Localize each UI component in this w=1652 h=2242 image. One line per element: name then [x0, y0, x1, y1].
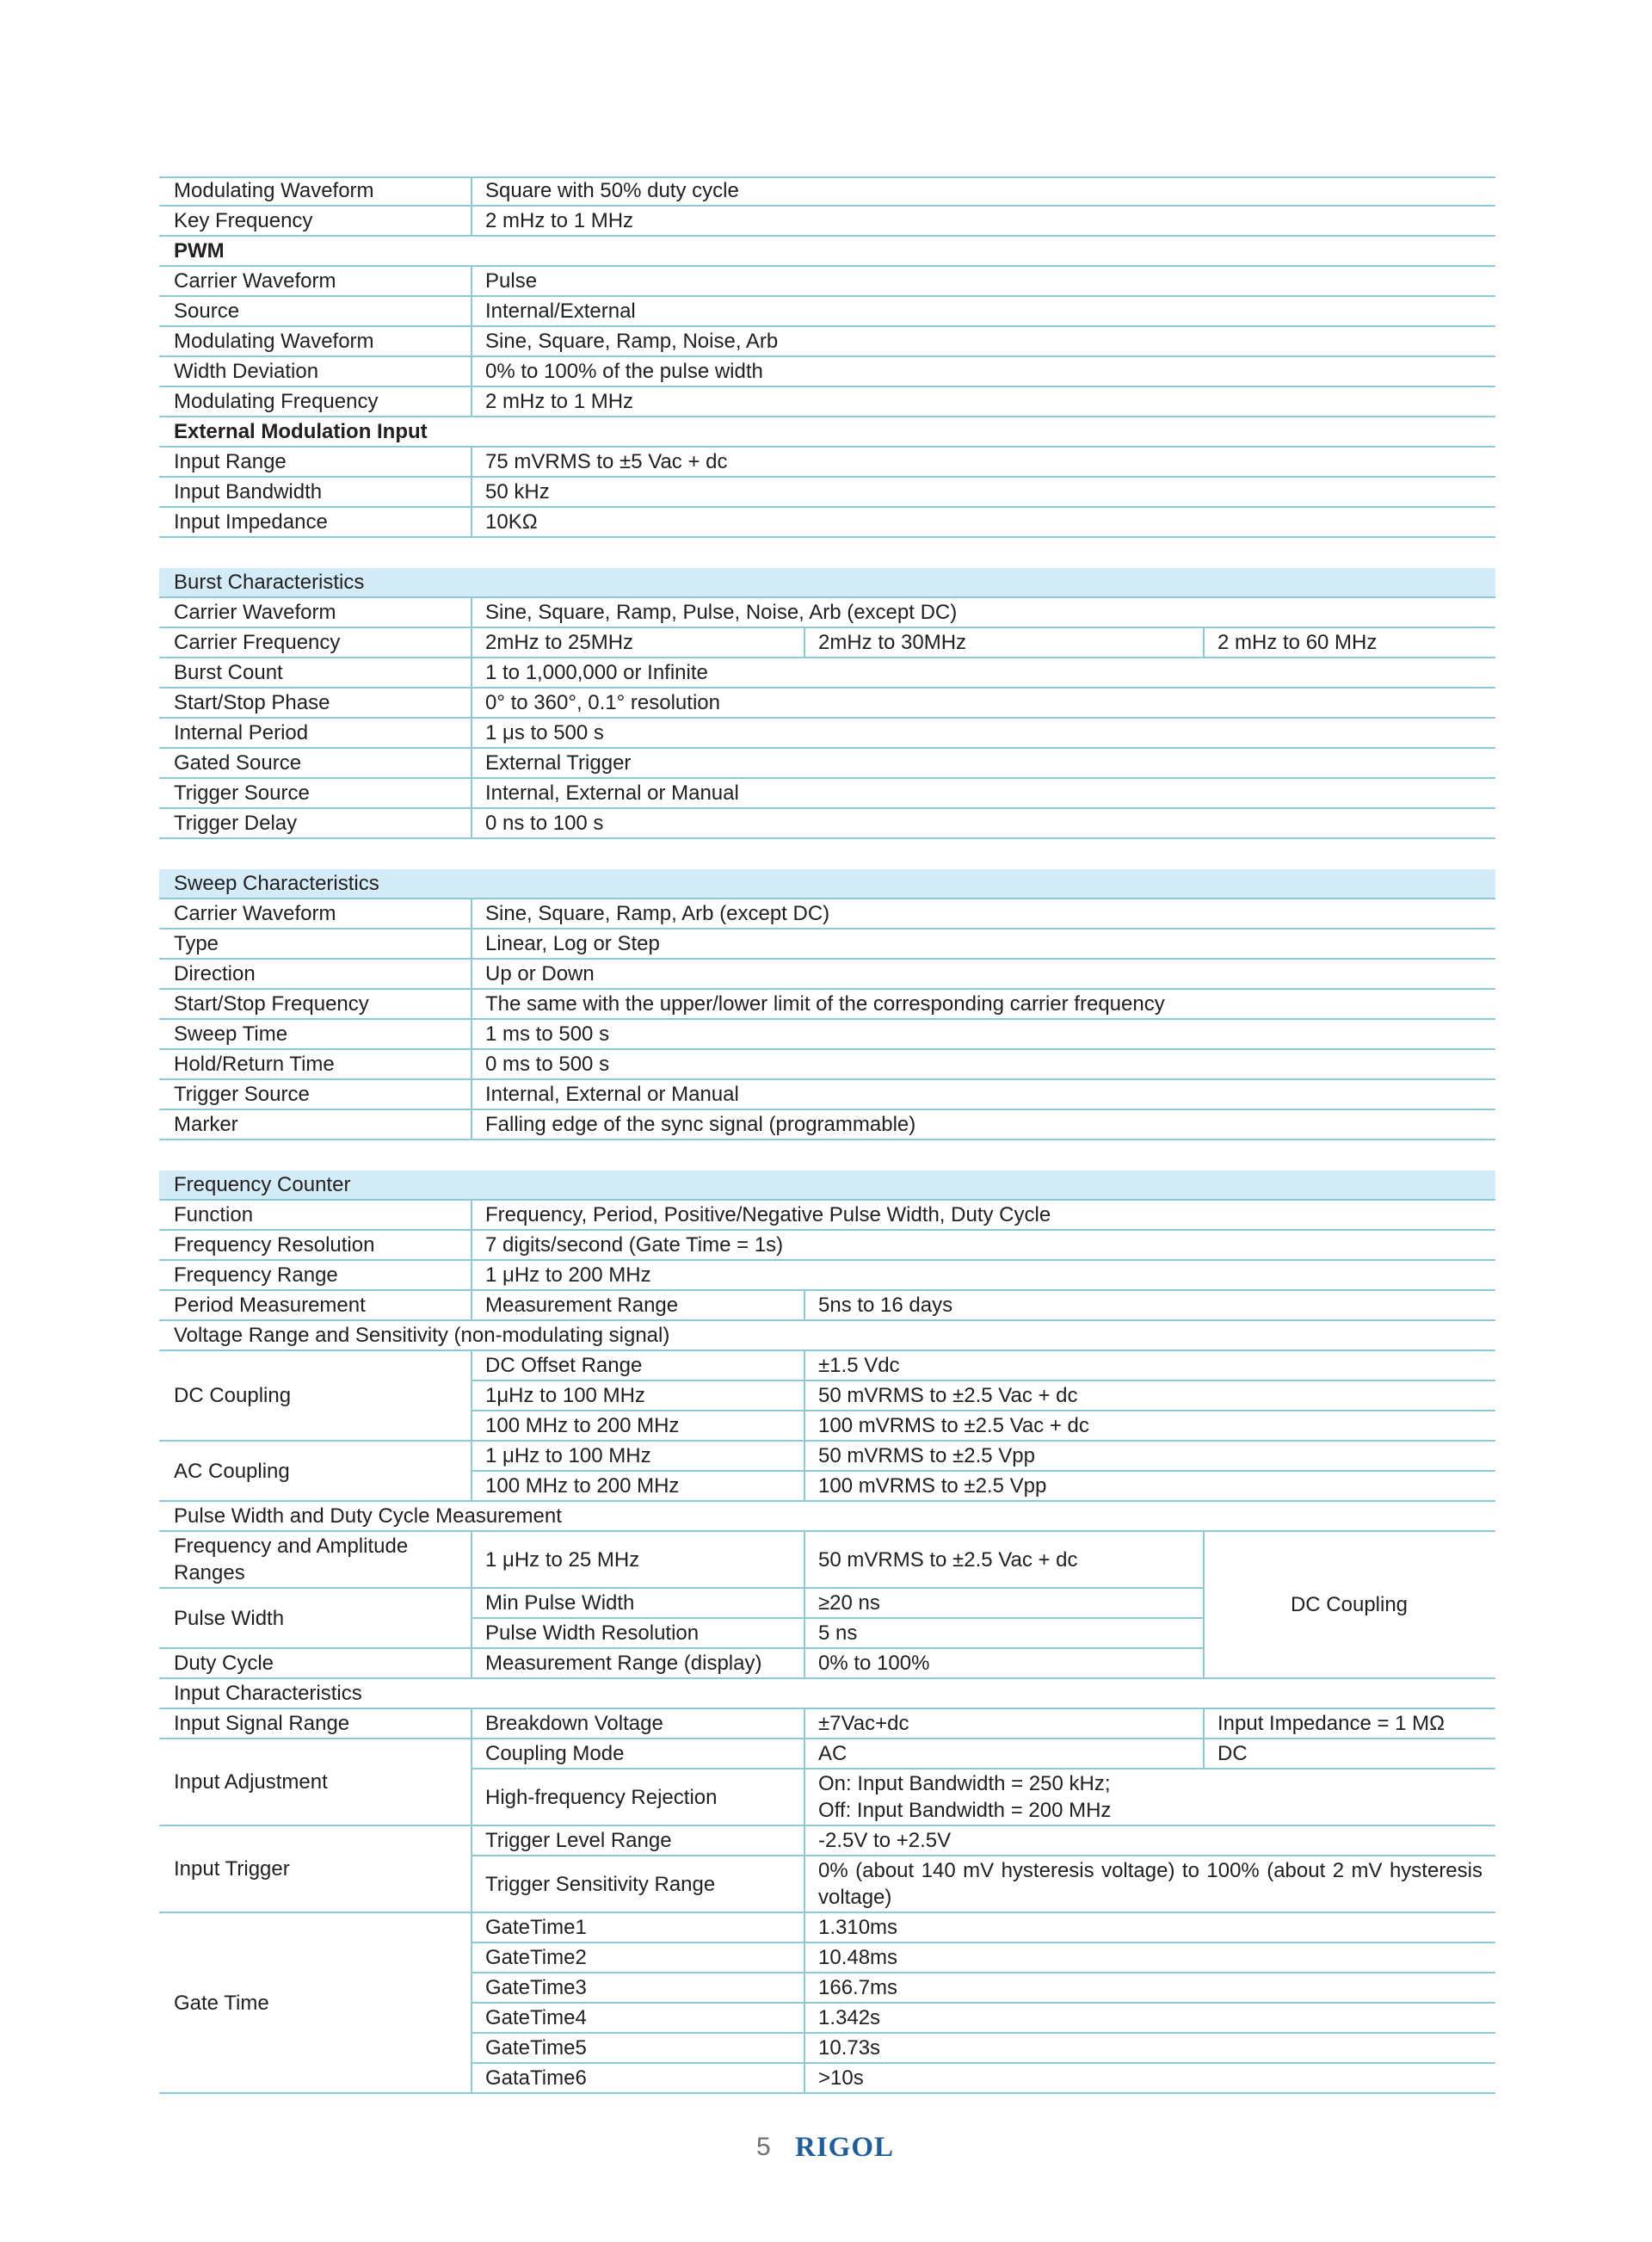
- spec-value: 10KΩ: [485, 510, 538, 534]
- spec-value: 0 ms to 500 s: [485, 1053, 610, 1076]
- dc-coupling-label: DC Coupling: [159, 1351, 471, 1440]
- column-divider: [471, 749, 472, 779]
- column-divider: [804, 1619, 805, 1649]
- column-divider: [471, 960, 472, 990]
- freq-amp-label: Frequency and Amplitude Ranges: [159, 1532, 471, 1587]
- column-divider: [471, 1201, 472, 1231]
- spec-row: [159, 1050, 1495, 1080]
- spec-row: [159, 176, 1495, 207]
- spec-label: Width Deviation: [174, 360, 319, 383]
- column-divider: [804, 2034, 805, 2064]
- spec-value: 10.48ms: [818, 1946, 898, 1969]
- hf-line-on: On: Input Bandwidth = 250 kHz;: [818, 1772, 1111, 1795]
- burst-heading: [159, 568, 1495, 598]
- spec-label: Modulating Frequency: [174, 390, 379, 413]
- column-divider: [471, 207, 472, 237]
- input-heading: [159, 1679, 1495, 1709]
- spec-row: [159, 207, 1495, 237]
- spec-row: [159, 327, 1495, 357]
- spec-label: Burst Count: [174, 661, 283, 684]
- section-heading: External Modulation Input: [174, 420, 428, 443]
- spec-value: 50 mVRMS to ±2.5 Vpp: [818, 1444, 1035, 1467]
- column-divider: [471, 658, 472, 689]
- column-divider: [471, 1351, 472, 1442]
- column-divider: [804, 628, 805, 658]
- column-divider: [471, 598, 472, 628]
- column-divider: [471, 1442, 472, 1502]
- spec-value: 0% to 100% of the pulse width: [485, 360, 763, 383]
- spec-value: 2 mHz to 1 MHz: [485, 209, 634, 232]
- hf-line-off: Off: Input Bandwidth = 200 MHz: [818, 1799, 1112, 1822]
- spec-label: Sweep Time: [174, 1022, 288, 1046]
- spec-value: ±1.5 Vdc: [818, 1354, 900, 1377]
- spec-sub-label: GateTime4: [485, 2006, 587, 2029]
- spec-label: Trigger Delay: [174, 812, 298, 835]
- page-number: 5: [756, 2133, 771, 2161]
- column-divider: [471, 327, 472, 357]
- spec-extra-value: Input Impedance = 1 MΩ: [1217, 1712, 1446, 1735]
- column-divider: [471, 1110, 472, 1140]
- spec-row: [159, 960, 1495, 990]
- spec-label: Input Range: [174, 450, 287, 473]
- spec-label: Trigger Source: [174, 1083, 310, 1106]
- column-divider: [804, 1943, 805, 1973]
- column-divider: [471, 1826, 472, 1913]
- column-divider: [804, 1973, 805, 2004]
- spec-label: Trigger Source: [174, 781, 310, 805]
- spec-value: 7 digits/second (Gate Time = 1s): [485, 1233, 784, 1257]
- voltage-heading: [159, 1321, 1495, 1351]
- column-divider: [804, 1770, 805, 1826]
- column-divider: [471, 1532, 472, 1589]
- spec-value: ≥20 ns: [818, 1591, 880, 1615]
- spec-row: [159, 1201, 1495, 1231]
- spec-value: 100 mVRMS to ±2.5 Vpp: [818, 1474, 1047, 1498]
- carrier-frequency-row: [159, 628, 1495, 658]
- spec-sub-label: DC Offset Range: [485, 1354, 643, 1377]
- column-divider: [804, 1589, 805, 1619]
- column-divider: [804, 1649, 805, 1679]
- spec-value: 1 to 1,000,000 or Infinite: [485, 661, 708, 684]
- spec-row: [159, 297, 1495, 327]
- section-heading: Pulse Width and Duty Cycle Measurement: [174, 1504, 562, 1528]
- column-divider: [804, 1856, 805, 1913]
- spec-value: Sine, Square, Ramp, Arb (except DC): [485, 902, 830, 925]
- spec-value: ±7Vac+dc: [818, 1712, 909, 1735]
- spec-value: 2mHz to 30MHz: [818, 631, 967, 654]
- input-signal-label: Input Signal Range: [159, 1709, 471, 1738]
- spec-row: [159, 1080, 1495, 1110]
- spec-sub-label: Measurement Range (display): [485, 1652, 762, 1675]
- spec-sub-label: Trigger Level Range: [485, 1829, 672, 1852]
- spec-label: Marker: [174, 1113, 238, 1136]
- duty-cycle-label: Duty Cycle: [159, 1649, 471, 1677]
- column-divider: [471, 297, 472, 327]
- column-divider: [471, 1050, 472, 1080]
- spec-row: [159, 357, 1495, 387]
- column-divider: [1203, 1709, 1205, 1739]
- spec-sub-label: High-frequency Rejection: [485, 1785, 718, 1809]
- spec-label: Type: [174, 932, 219, 955]
- column-divider: [471, 930, 472, 960]
- spec-row: [159, 899, 1495, 930]
- spec-label: Frequency Range: [174, 1263, 338, 1287]
- spec-label: Period Measurement: [174, 1294, 366, 1317]
- spec-label: Key Frequency: [174, 209, 313, 232]
- section-heading: Voltage Range and Sensitivity (non-modulating signal): [174, 1324, 670, 1347]
- spec-row: [159, 779, 1495, 809]
- column-divider: [471, 1739, 472, 1826]
- ac-coupling-label: AC Coupling: [159, 1442, 471, 1500]
- spec-value: 1.342s: [818, 2006, 881, 2029]
- spec-sub-label: GataTime6: [485, 2066, 587, 2090]
- spec-sub-label: Min Pulse Width: [485, 1591, 635, 1615]
- column-divider: [804, 1472, 805, 1502]
- spec-value: 0° to 360°, 0.1° resolution: [485, 691, 720, 714]
- spec-value: 2 mHz to 60 MHz: [1217, 631, 1378, 654]
- spec-row: [159, 719, 1495, 749]
- spec-row: [159, 1231, 1495, 1261]
- spec-label: Input Impedance: [174, 510, 328, 534]
- spec-label: Start/Stop Frequency: [174, 992, 369, 1016]
- brand-logo: RIGOL: [795, 2132, 895, 2163]
- spec-label: Direction: [174, 962, 256, 985]
- spec-value: 0 ns to 100 s: [485, 812, 604, 835]
- spec-row: [159, 658, 1495, 689]
- spec-row: [159, 1110, 1495, 1140]
- spec-label: Source: [174, 300, 240, 323]
- spec-row: [159, 689, 1495, 719]
- column-divider: [471, 1231, 472, 1261]
- column-divider: [471, 990, 472, 1020]
- column-divider: [471, 1589, 472, 1649]
- section-heading: Burst Characteristics: [174, 571, 365, 594]
- spec-value: -2.5V to +2.5V: [818, 1829, 952, 1852]
- spec-sub-label: 100 MHz to 200 MHz: [485, 1474, 680, 1498]
- spec-value: 2mHz to 25MHz: [485, 631, 634, 654]
- section-heading: Frequency Counter: [174, 1173, 351, 1196]
- spec-row: [159, 478, 1495, 508]
- spec-sub-label: Trigger Sensitivity Range: [485, 1872, 716, 1896]
- column-divider: [471, 1261, 472, 1291]
- spec-row: [159, 749, 1495, 779]
- column-divider: [471, 1291, 472, 1321]
- spec-value: 1.310ms: [818, 1916, 898, 1939]
- spec-value: Linear, Log or Step: [485, 932, 660, 955]
- spec-label: Gated Source: [174, 751, 302, 775]
- spec-row: [159, 990, 1495, 1020]
- spec-label: Input Bandwidth: [174, 480, 323, 503]
- spec-sub-label: 1 μHz to 25 MHz: [485, 1547, 640, 1572]
- spec-label: Modulating Waveform: [174, 330, 374, 353]
- spec-label: Hold/Return Time: [174, 1053, 335, 1076]
- spec-label: Carrier Waveform: [174, 269, 336, 293]
- spec-value: 50 kHz: [485, 480, 550, 503]
- column-divider: [1203, 628, 1205, 658]
- spec-label: Carrier Waveform: [174, 902, 336, 925]
- section-heading: PWM: [174, 239, 225, 262]
- column-divider: [471, 1709, 472, 1739]
- column-divider: [471, 899, 472, 930]
- spec-sub-label: Breakdown Voltage: [485, 1712, 663, 1735]
- column-divider: [471, 1913, 472, 2094]
- spec-value: The same with the upper/lower limit of the corresponding carrier frequency: [485, 992, 1165, 1016]
- spec-label: Frequency Resolution: [174, 1233, 375, 1257]
- spec-value: 2 mHz to 1 MHz: [485, 390, 634, 413]
- column-divider: [471, 628, 472, 658]
- spec-value: 0% to 100%: [818, 1652, 930, 1675]
- spec-value: 50 mVRMS to ±2.5 Vac + dc: [818, 1547, 1078, 1572]
- input-trigger-label: Input Trigger: [159, 1826, 471, 1912]
- column-divider: [804, 1442, 805, 1472]
- spec-row: [159, 387, 1495, 417]
- column-divider: [471, 1649, 472, 1679]
- spec-value: Frequency, Period, Positive/Negative Pulse Width, Duty Cycle: [485, 1203, 1051, 1226]
- column-divider: [471, 1020, 472, 1050]
- spec-value: [804, 1770, 1495, 1825]
- spec-sub-label: GateTime5: [485, 2036, 587, 2060]
- period-row: [159, 1291, 1495, 1321]
- spec-value: Internal, External or Manual: [485, 781, 739, 805]
- spec-sub-label: Pulse Width Resolution: [485, 1621, 700, 1645]
- spec-row: [159, 267, 1495, 297]
- spec-value: Sine, Square, Ramp, Noise, Arb: [485, 330, 779, 353]
- input-adjustment-label: Input Adjustment: [159, 1739, 471, 1825]
- spec-label: Carrier Waveform: [174, 601, 336, 624]
- column-divider: [471, 387, 472, 417]
- column-divider: [471, 357, 472, 387]
- column-divider: [471, 267, 472, 297]
- column-divider: [471, 1080, 472, 1110]
- column-divider: [804, 2064, 805, 2094]
- spec-value: >10s: [818, 2066, 864, 2090]
- pwm-heading: [159, 237, 1495, 267]
- spec-value: 1 μHz to 200 MHz: [485, 1263, 651, 1287]
- spec-value: Up or Down: [485, 962, 595, 985]
- page-footer: [0, 2129, 1652, 2164]
- spec-row: [159, 508, 1495, 538]
- spec-row: [159, 930, 1495, 960]
- spec-sub-label: 1μHz to 100 MHz: [485, 1384, 645, 1407]
- spec-label: Function: [174, 1203, 254, 1226]
- spec-sub-label: 1 μHz to 100 MHz: [485, 1444, 651, 1467]
- spec-label: Modulating Waveform: [174, 179, 374, 202]
- spec-row: [159, 1020, 1495, 1050]
- spec-value: 5ns to 16 days: [818, 1294, 953, 1317]
- coupling-note: DC Coupling: [1203, 1532, 1495, 1679]
- sweep-heading: [159, 869, 1495, 899]
- spec-row: [159, 598, 1495, 628]
- column-divider: [804, 1739, 805, 1770]
- pulse-heading: [159, 1502, 1495, 1532]
- spec-value: AC: [818, 1742, 848, 1765]
- spec-value: Internal/External: [485, 300, 636, 323]
- gate-time-label: Gate Time: [159, 1913, 471, 2092]
- spec-value: Internal, External or Manual: [485, 1083, 739, 1106]
- column-divider: [804, 1411, 805, 1442]
- column-divider: [471, 478, 472, 508]
- spec-row: [159, 809, 1495, 839]
- column-divider: [804, 1913, 805, 1943]
- column-divider: [804, 1709, 805, 1739]
- spec-value: 50 mVRMS to ±2.5 Vac + dc: [818, 1384, 1078, 1407]
- spec-value: Pulse: [485, 269, 538, 293]
- spec-value: Falling edge of the sync signal (programmable): [485, 1113, 916, 1136]
- counter-heading: [159, 1170, 1495, 1201]
- spec-extra-value: DC: [1217, 1742, 1248, 1765]
- spec-value: 75 mVRMS to ±5 Vac + dc: [485, 450, 728, 473]
- spec-sub-label: GateTime2: [485, 1946, 587, 1969]
- spec-sub-label: Measurement Range: [485, 1294, 679, 1317]
- spec-sub-label: 100 MHz to 200 MHz: [485, 1414, 680, 1437]
- column-divider: [804, 1532, 805, 1589]
- column-divider: [804, 1381, 805, 1411]
- spec-value: External Trigger: [485, 751, 632, 775]
- spec-value: 10.73s: [818, 2036, 881, 2060]
- column-divider: [471, 719, 472, 749]
- spec-label: Internal Period: [174, 721, 309, 744]
- spec-value: 166.7ms: [818, 1976, 898, 1999]
- column-divider: [1203, 1739, 1205, 1770]
- column-divider: [804, 1351, 805, 1381]
- pulse-width-label: Pulse Width: [159, 1589, 471, 1647]
- column-divider: [471, 809, 472, 839]
- column-divider: [471, 176, 472, 207]
- spec-value: Square with 50% duty cycle: [485, 179, 739, 202]
- column-divider: [804, 1826, 805, 1856]
- column-divider: [804, 1291, 805, 1321]
- spec-sub-label: GateTime1: [485, 1916, 587, 1939]
- column-divider: [471, 689, 472, 719]
- spec-sub-label: GateTime3: [485, 1976, 587, 1999]
- spec-value: 1 μs to 500 s: [485, 721, 604, 744]
- spec-value: 5 ns: [818, 1621, 858, 1645]
- spec-value: 0% (about 140 mV hysteresis voltage) to 100% (about 2 mV hysteresis voltage): [818, 1859, 1482, 1909]
- spec-label: Start/Stop Phase: [174, 691, 330, 714]
- spec-label: Carrier Frequency: [174, 631, 341, 654]
- section-heading: Input Characteristics: [174, 1682, 362, 1705]
- section-heading: Sweep Characteristics: [174, 872, 379, 895]
- column-divider: [471, 448, 472, 478]
- column-divider: [1203, 1532, 1205, 1679]
- ext-mod-heading: [159, 417, 1495, 448]
- spec-value: 1 ms to 500 s: [485, 1022, 610, 1046]
- spec-row: [159, 1261, 1495, 1291]
- column-divider: [471, 508, 472, 538]
- spec-value: Sine, Square, Ramp, Pulse, Noise, Arb (except DC): [485, 601, 958, 624]
- spec-value: 100 mVRMS to ±2.5 Vac + dc: [818, 1414, 1089, 1437]
- column-divider: [471, 779, 472, 809]
- spec-sub-label: Coupling Mode: [485, 1742, 625, 1765]
- spec-row: [159, 448, 1495, 478]
- column-divider: [804, 2004, 805, 2034]
